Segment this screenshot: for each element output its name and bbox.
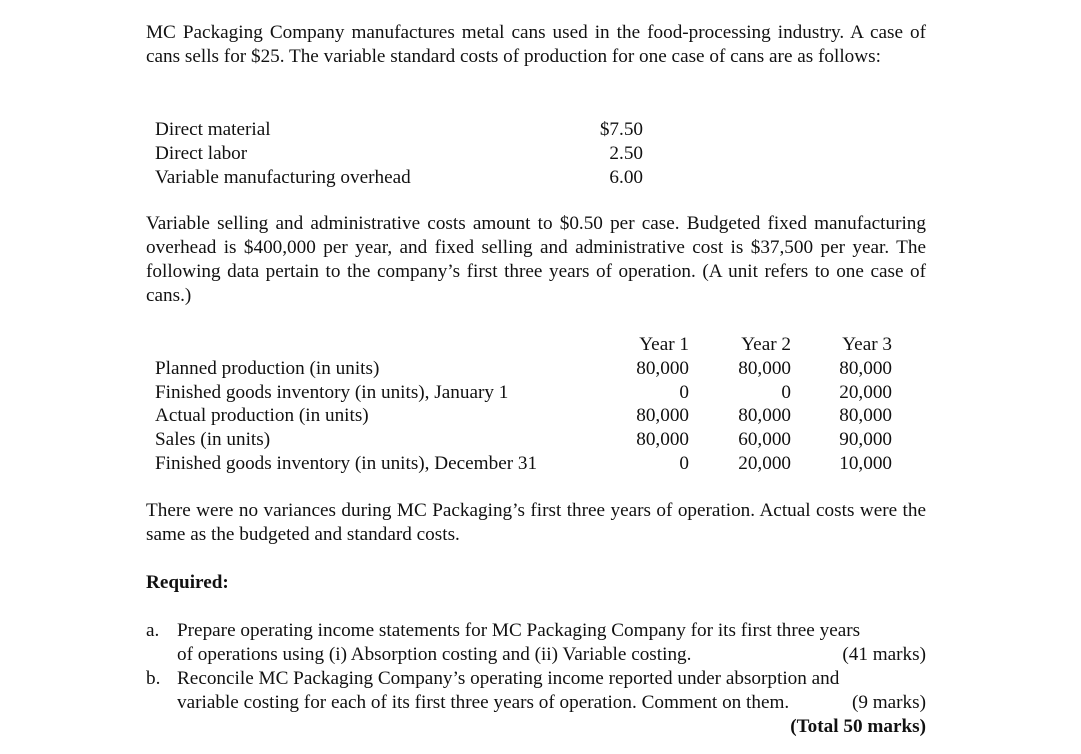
requirement-b bbox=[146, 667, 926, 715]
row-label: Finished goods inventory (in units), December 31 bbox=[155, 453, 538, 474]
table-cell: 60,000 bbox=[738, 429, 791, 450]
row-label: Planned production (in units) bbox=[155, 358, 380, 379]
requirement-letter: a. bbox=[146, 620, 160, 641]
requirement-line: variable costing for each of its first three years of operation. Comment on them. (9 marks) bbox=[177, 692, 926, 713]
table-cell: 10,000 bbox=[839, 453, 892, 474]
cost-value: 6.00 bbox=[609, 167, 643, 188]
requirement-line: of operations using (i) Absorption costing and (ii) Variable costing. (41 marks) bbox=[177, 644, 926, 665]
table-cell: 80,000 bbox=[636, 405, 689, 426]
table-cell: 20,000 bbox=[738, 453, 791, 474]
variance-note: There were no variances during MC Packaging’s first three years of operation. Actual costs were the same as the budgeted and standard costs. bbox=[146, 500, 926, 545]
intro-paragraph: MC Packaging Company manufactures metal cans used in the food-processing industry. A case of cans sells for $25. The variable standard costs of production for one case of cans are as follows: bbox=[146, 22, 926, 67]
fixed-cost-paragraph: Variable selling and administrative costs amount to $0.50 per case. Budgeted fixed manufacturing overhead is $400,000 per year, and fixed selling and administrative cost is $37,500 per year. The following data pertain to the company’s first three years of operation. (A unit refers to one case of cans.) bbox=[146, 213, 926, 306]
cost-label: Direct labor bbox=[155, 143, 248, 164]
required-heading: Required: bbox=[146, 572, 229, 593]
column-header: Year 3 bbox=[842, 334, 892, 355]
table-cell: 20,000 bbox=[839, 382, 892, 403]
table-cell: 0 bbox=[781, 382, 791, 403]
column-header: Year 2 bbox=[741, 334, 791, 355]
table-cell: 80,000 bbox=[839, 358, 892, 379]
table-cell: 90,000 bbox=[839, 429, 892, 450]
requirement-a bbox=[146, 619, 926, 667]
cost-label: Variable manufacturing overhead bbox=[155, 167, 411, 188]
column-header: Year 1 bbox=[639, 334, 689, 355]
requirement-letter: b. bbox=[146, 668, 161, 689]
table-cell: 0 bbox=[679, 382, 689, 403]
cost-value: 2.50 bbox=[609, 143, 643, 164]
table-cell: 80,000 bbox=[636, 358, 689, 379]
row-label: Actual production (in units) bbox=[155, 405, 369, 426]
requirement-line: Prepare operating income statements for MC Packaging Company for its first three years bbox=[177, 620, 861, 641]
table-cell: 0 bbox=[679, 453, 689, 474]
table-cell: 80,000 bbox=[738, 358, 791, 379]
marks-badge: (9 marks) bbox=[851, 692, 926, 713]
row-label: Finished goods inventory (in units), January 1 bbox=[155, 382, 509, 403]
table-cell: 80,000 bbox=[636, 429, 689, 450]
row-label: Sales (in units) bbox=[155, 429, 271, 450]
total-marks: (Total 50 marks) bbox=[790, 716, 926, 737]
requirement-line: Reconcile MC Packaging Company’s operating income reported under absorption and bbox=[177, 668, 840, 689]
marks-badge: (41 marks) bbox=[842, 644, 926, 665]
cost-label: Direct material bbox=[155, 119, 271, 140]
table-cell: 80,000 bbox=[839, 405, 892, 426]
table-cell: 80,000 bbox=[738, 405, 791, 426]
cost-value: $7.50 bbox=[599, 119, 643, 140]
